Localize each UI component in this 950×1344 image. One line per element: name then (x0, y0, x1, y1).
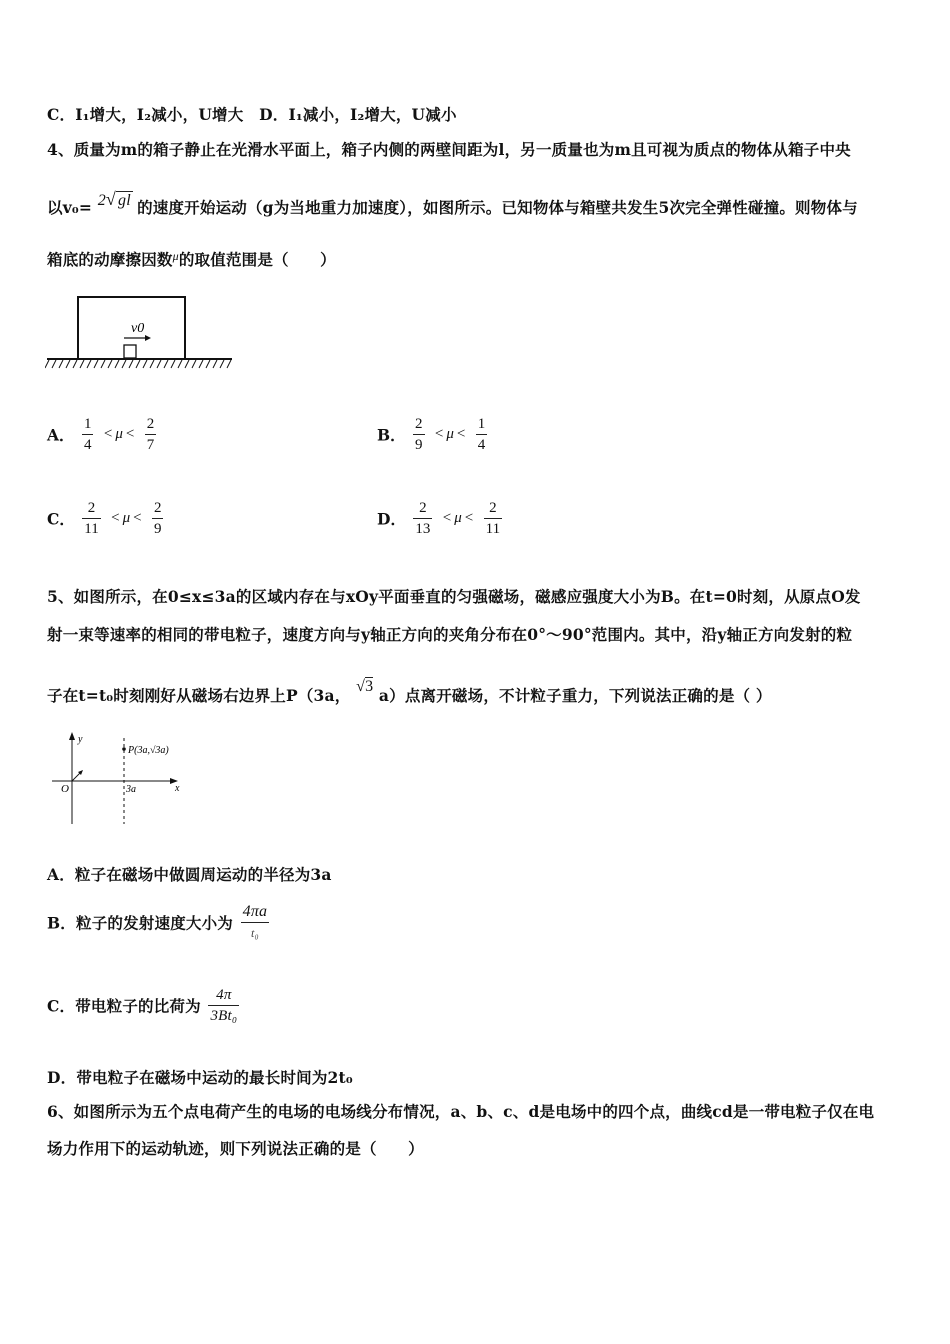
denominator: t₀ (250, 926, 259, 940)
q4-number: 4、 (47, 140, 74, 159)
numerator: 2 (413, 414, 425, 435)
q6-line-1: 6、如图所示为五个点电荷产生的电场的电场线分布情况，a、b、c、d是电场中的四个点，曲线cd是一带电粒子仅在电 (47, 1102, 875, 1121)
q5-option-d[interactable]: D．带电粒子在磁场中运动的最长时间为2t₀ (47, 1068, 353, 1087)
denominator: 13 (415, 521, 431, 537)
q4-text-2-suffix: 的速度开始运动（g为当地重力加速度），如图所示。已知物体与箱壁共发生5次完全弹性碰撞。则物体与 (137, 198, 858, 217)
denominator: 3Bt₀ (210, 1008, 238, 1024)
less-than: < (464, 510, 474, 526)
option-label: D． (377, 509, 406, 529)
previous-options-line: C．I₁增大，I₂减小，U增大 D．I₁减小，I₂增大，U减小 (47, 105, 457, 124)
x-label: x (175, 783, 180, 794)
less-than: < (111, 510, 120, 526)
q4-option-a[interactable] (47, 414, 158, 455)
y-axis-arrow-icon (69, 732, 75, 740)
numerator: 2 (152, 498, 164, 519)
numerator: 1 (476, 414, 488, 435)
q4-text-3-prefix: 箱底的动摩擦因数 (47, 250, 173, 269)
numerator: 1 (82, 414, 94, 435)
q5-sqrt3-inner: 3 (365, 678, 374, 695)
q4-sqrt-expression (97, 189, 137, 209)
q5-option-c[interactable] (47, 985, 241, 1026)
origin-label: O (61, 783, 69, 795)
less-than: < (133, 510, 142, 526)
denominator: 9 (415, 437, 423, 453)
q5-axes-figure (48, 728, 198, 828)
q5-text-3-prefix: 子在t=t₀时刻刚好从磁场右边界上P（3a， (47, 686, 351, 705)
q4-sqrt-coef: 2 (97, 192, 106, 209)
denominator: 7 (146, 437, 155, 453)
less-than: < (434, 426, 444, 442)
q5-option-b-fraction (241, 902, 270, 943)
fraction-left (413, 414, 425, 455)
fraction-left (82, 414, 94, 455)
q4-line-1 (47, 138, 851, 160)
fraction-right (145, 414, 157, 455)
option-label: A． (47, 425, 75, 445)
ground-hatching (45, 360, 231, 368)
less-than: < (442, 510, 452, 526)
numerator: 4πa (241, 902, 270, 923)
q4-box-figure (45, 292, 235, 372)
q5-line-1: 5、如图所示，在0≤x≤3a的区域内存在与xOy平面垂直的匀强磁场，磁感应强度大小为B。在t=0时刻，从原点O发 (47, 587, 861, 606)
numerator: 2 (145, 414, 157, 435)
q4-text-2-prefix: 以v₀= (47, 198, 93, 217)
fraction-right (476, 414, 488, 455)
fraction-left (82, 498, 100, 539)
q4-sqrt-inner: gl (118, 192, 131, 209)
q5-text-3-suffix: a）点离开磁场，不计粒子重力，下列说法正确的是（ ） (378, 686, 772, 705)
q5-option-c-fraction (208, 985, 239, 1026)
point-p-label: P(3a,√3a) (128, 745, 169, 756)
mu-symbol: μ (454, 510, 462, 526)
mu-symbol: μ (122, 510, 131, 526)
q4-line-2 (47, 189, 858, 218)
q4-option-c[interactable] (47, 498, 165, 539)
denominator: 9 (153, 521, 162, 537)
sqrt-icon: √ (105, 189, 116, 209)
denominator: 4 (477, 437, 486, 453)
denominator: 11 (485, 521, 501, 537)
less-than: < (103, 426, 113, 442)
fraction-left (413, 498, 432, 539)
numerator: 2 (82, 498, 100, 519)
q4-option-d[interactable] (377, 498, 504, 539)
denominator: 11 (84, 521, 99, 537)
small-block (124, 345, 136, 358)
less-than: < (125, 426, 135, 442)
fraction-right (152, 498, 164, 539)
q6-line-2: 场力作用下的运动轨迹，则下列说法正确的是（ ） (47, 1139, 424, 1158)
numerator: 4π (208, 985, 239, 1006)
q4-line-3 (47, 248, 336, 270)
q5-line-3 (47, 678, 772, 706)
q4-mu-symbol: μ (172, 248, 179, 263)
q5-option-b[interactable] (47, 902, 271, 943)
q4-option-b[interactable] (377, 414, 489, 455)
q4-text-1: 质量为m的箱子静止在光滑水平面上，箱子内侧的两壁间距为l，另一质量也为m且可视为质点的物体从箱子中央 (73, 140, 851, 159)
velocity-label: v0 (131, 321, 145, 336)
q5-option-c-text: C．带电粒子的比荷为 (47, 996, 201, 1016)
arrow-head-icon (145, 335, 151, 341)
fraction-right (484, 498, 502, 539)
y-label: y (78, 734, 83, 745)
numerator: 2 (484, 498, 502, 519)
numerator: 2 (413, 498, 432, 519)
less-than: < (456, 426, 466, 442)
point-p (122, 747, 126, 751)
mu-symbol: μ (115, 426, 123, 442)
option-label: C． (47, 509, 75, 529)
q4-text-3-suffix: 的取值范围是（ ） (178, 250, 336, 269)
q5-option-a[interactable]: A．粒子在磁场中做圆周运动的半径为3a (47, 865, 332, 884)
denominator: 4 (83, 437, 92, 453)
boundary-label: 3a (126, 784, 136, 795)
mu-symbol: μ (446, 426, 454, 442)
sqrt-icon: √ (356, 678, 366, 695)
q5-sqrt3 (356, 678, 373, 695)
option-label: B． (377, 425, 406, 445)
q5-line-2: 射一束等速率的相同的带电粒子，速度方向与y轴正方向的夹角分布在0°～90°范围内。其中，沿y轴正方向发射的粒 (47, 625, 853, 644)
q5-option-b-text: B．粒子的发射速度大小为 (47, 913, 234, 933)
